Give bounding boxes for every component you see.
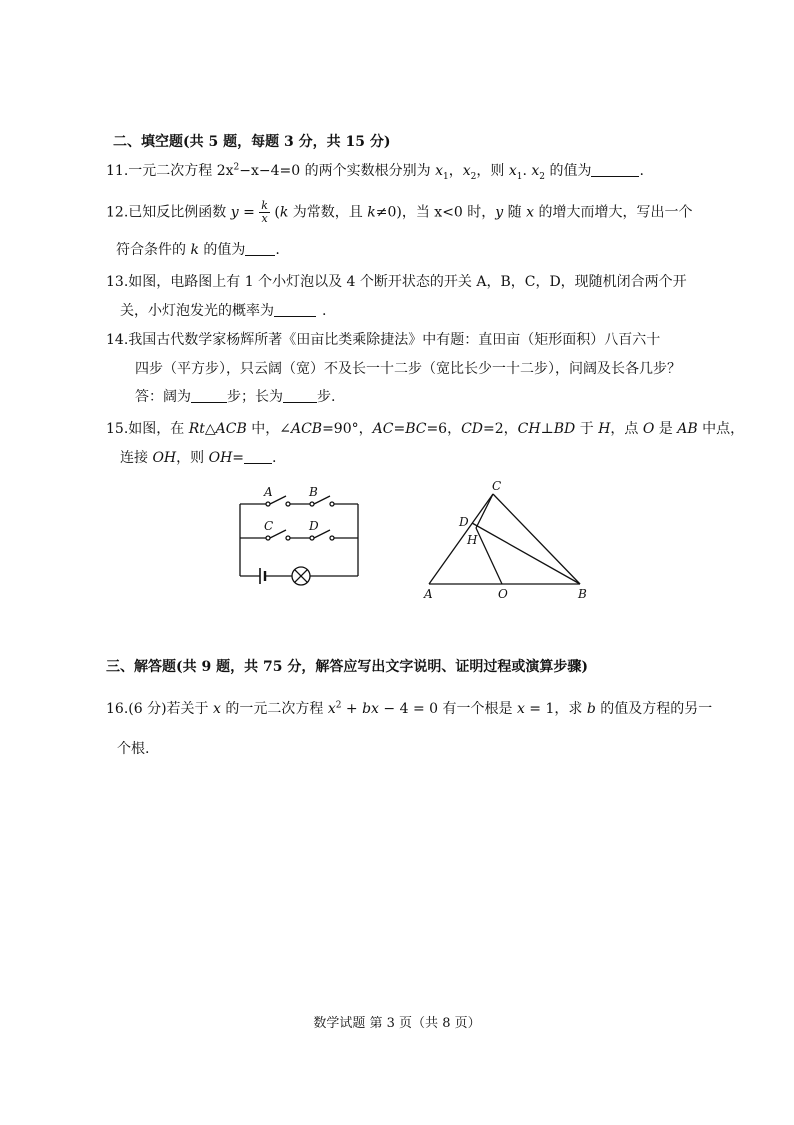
q11-var: x <box>435 163 443 179</box>
q14-width-blank[interactable] <box>191 388 227 403</box>
point-h-label: H <box>467 533 478 547</box>
q16-text: = 1 <box>524 701 555 717</box>
q14-text: 答：阔为 <box>135 389 191 405</box>
q15-number: 15. <box>106 421 129 437</box>
q15-var: Rt△ACB <box>188 421 247 437</box>
question-16-line-2 <box>117 740 149 758</box>
q16-text: 个根. <box>117 741 150 757</box>
q13-end: . <box>322 303 327 319</box>
vertex-c-label: C <box>492 479 502 493</box>
q15-text: 中点， <box>697 421 745 437</box>
q11-var: x <box>462 163 471 179</box>
q14-text: 步；长为 <box>227 389 283 405</box>
q12-frac-num: k <box>261 199 268 212</box>
q12-var: x <box>526 204 535 221</box>
q12-number: 12. <box>106 204 129 221</box>
q15-text: =6， <box>426 421 462 437</box>
q16-equation-var: bx <box>362 701 379 717</box>
q14-number: 14. <box>106 332 129 348</box>
page-footer: 数学试题 第 3 页（共 8 页） <box>313 1016 481 1031</box>
q16-text: 若关于 <box>166 701 213 717</box>
q12-var: k <box>367 204 376 221</box>
q15-answer-blank[interactable] <box>244 449 272 464</box>
q15-text: 连接 <box>120 450 153 466</box>
q14-text: 我国古代数学家杨辉所著《田亩比类乘除捷法》中有题：直田亩（矩形面积）八百六十 <box>128 332 661 348</box>
q13-text: 如图，电路图上有 1 个小灯泡以及 4 个断开状态的开关 A，B，C，D，现随机闭合两个开 <box>128 274 687 290</box>
q15-var: BC <box>405 421 427 437</box>
q16-score: (6 分) <box>128 701 167 717</box>
q12-text: 的值为 <box>198 242 246 258</box>
q11-text: −x−4=0 的两个实数根分别为 <box>239 163 436 179</box>
q12-text: = <box>238 204 260 221</box>
vertex-b-label: B <box>578 587 587 601</box>
question-12-line-2 <box>116 241 280 259</box>
q16-equation-var: x <box>327 701 336 717</box>
q11-var: x <box>508 163 517 179</box>
q15-text: = <box>232 450 245 466</box>
q12-text: 的增大而增大，写出一个 <box>534 204 693 221</box>
q11-text: . <box>522 163 532 179</box>
switch-a-contact <box>286 502 290 506</box>
q15-var: CD <box>461 421 484 437</box>
q13-number: 13. <box>106 274 129 290</box>
q11-number: 11. <box>106 163 129 179</box>
q16-text: ，求 <box>554 701 587 717</box>
question-13-line-2 <box>120 302 326 320</box>
q12-var: k <box>279 204 289 221</box>
question-14-line-2 <box>135 360 681 378</box>
q11-answer-blank[interactable] <box>591 162 639 177</box>
q12-text: 符合条件的 <box>116 242 191 258</box>
q12-var: y <box>495 204 504 221</box>
q15-text: 是 <box>654 421 678 437</box>
question-13 <box>106 273 687 291</box>
q15-var: CH <box>517 421 541 437</box>
q13-text: 关，小灯泡发光的概率为 <box>120 303 274 319</box>
switch-a-contact <box>266 502 270 506</box>
switch-d-contact <box>310 536 314 540</box>
q15-var: H <box>598 421 611 437</box>
segment-oh <box>476 528 502 584</box>
switch-d-label: D <box>309 519 319 533</box>
q14-length-blank[interactable] <box>283 388 317 403</box>
q16-equation: − 4 = 0 <box>378 701 439 717</box>
question-16 <box>106 700 712 718</box>
q14-text: 步. <box>317 389 336 405</box>
question-14-answer-line <box>135 388 335 406</box>
q11-text: ，则 <box>476 163 509 179</box>
q11-sub: 2 <box>539 171 545 182</box>
q12-frac-den: x <box>261 212 268 225</box>
q12-fraction <box>259 200 270 225</box>
segment-cb <box>493 494 580 584</box>
q12-text: ( <box>269 204 280 221</box>
point-o-label: O <box>498 587 508 601</box>
q15-text: 于 <box>575 421 599 437</box>
q16-var: b <box>586 701 596 717</box>
q11-end: . <box>639 163 644 179</box>
switch-b-label: B <box>309 485 318 499</box>
q16-equation: + <box>341 701 363 717</box>
q12-end: . <box>275 242 280 258</box>
q15-var: O <box>642 421 655 437</box>
segment-ac <box>429 494 493 584</box>
q11-text: 一元二次方程 2x <box>128 163 234 179</box>
q11-var: x <box>531 163 540 179</box>
q15-text: ，点 <box>610 421 643 437</box>
q12-answer-blank[interactable] <box>245 241 275 256</box>
q11-text: 的值为 <box>545 163 592 179</box>
q15-var: OH <box>208 450 233 466</box>
q12-var: k <box>190 242 199 258</box>
q15-var: ACB <box>290 421 323 437</box>
q12-var: y <box>230 204 239 221</box>
question-15 <box>106 420 744 438</box>
q12-text: 随 <box>503 204 527 221</box>
q11-sub: 1 <box>442 171 449 182</box>
q15-text: 如图，在 <box>128 421 189 437</box>
q12-text: 已知反比例函数 <box>128 204 231 221</box>
q13-answer-blank[interactable] <box>274 302 316 317</box>
switch-b-contact <box>310 502 314 506</box>
q15-text: ，则 <box>176 450 209 466</box>
segment-ch <box>476 494 493 528</box>
q15-text: 中，∠ <box>246 421 291 437</box>
circuit-diagram <box>230 480 370 590</box>
q16-equation-sup: 2 <box>335 700 342 711</box>
q15-text: = <box>393 421 406 437</box>
q12-text: ≠0)，当 x<0 时， <box>375 204 496 221</box>
q16-var: x <box>213 701 221 717</box>
switch-c-contact <box>286 536 290 540</box>
switch-a-label: A <box>264 485 273 499</box>
vertex-a-label: A <box>424 587 433 601</box>
q14-text: 四步（平方步），只云阔（宽）不及长一十二步（宽比长少一十二步），问阔及长各几步？ <box>135 361 681 377</box>
q11-sup: 2 <box>233 162 240 173</box>
q16-var: x <box>516 701 525 717</box>
q11-sub: 2 <box>470 171 477 182</box>
question-15-line-2 <box>120 449 276 467</box>
switch-b-contact <box>330 502 334 506</box>
q15-var: OH <box>152 450 177 466</box>
section-2-heading: 二、填空题(共 5 题，每题 3 分，共 15 分) <box>113 134 391 150</box>
q15-end: . <box>272 450 277 466</box>
point-d-label: D <box>459 515 469 529</box>
question-14 <box>106 331 660 349</box>
q15-text: ⊥ <box>540 421 554 437</box>
q11-sub: 1 <box>516 171 523 182</box>
question-11 <box>106 162 644 180</box>
q15-var: AC <box>372 421 394 437</box>
q16-number: 16. <box>106 701 129 717</box>
q12-text: 为常数，且 <box>288 204 368 221</box>
q16-text: 的值及方程的另一 <box>595 701 713 717</box>
section-3-heading: 三、解答题(共 9 题，共 75 分，解答应写出文字说明、证明过程或演算步骤) <box>106 659 588 675</box>
q15-var: BD <box>553 421 576 437</box>
switch-c-contact <box>266 536 270 540</box>
q15-text: =2， <box>483 421 518 437</box>
q15-text: =90°， <box>322 421 373 437</box>
triangle-diagram <box>420 478 600 602</box>
switch-d-contact <box>330 536 334 540</box>
q15-var: AB <box>677 421 698 437</box>
q16-text: 有一个根是 <box>438 701 517 717</box>
q16-text: 的一元二次方程 <box>220 701 328 717</box>
switch-c-label: C <box>264 519 274 533</box>
question-12 <box>106 200 692 225</box>
q11-text: ， <box>448 163 463 179</box>
